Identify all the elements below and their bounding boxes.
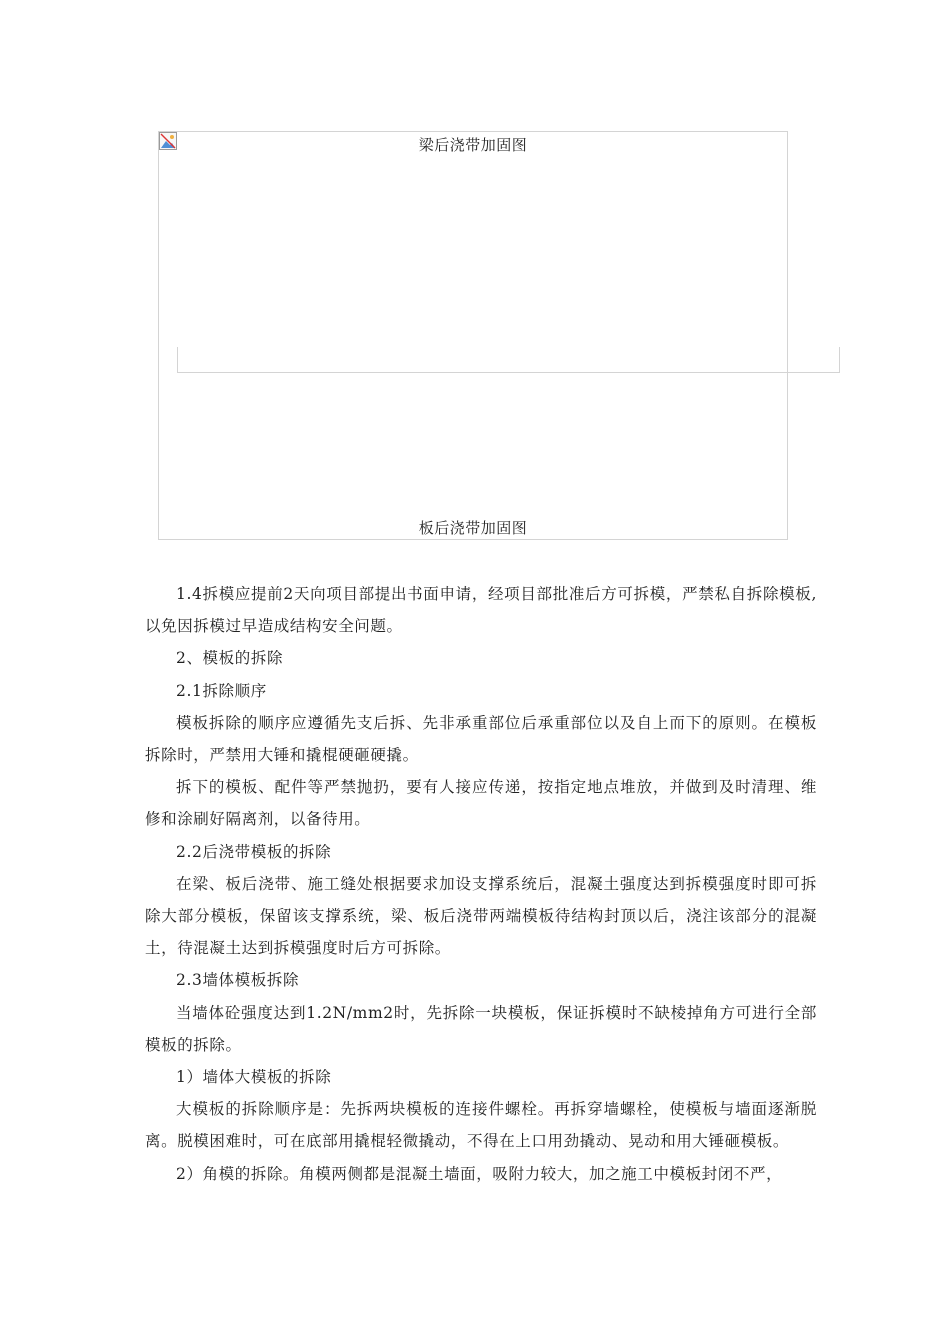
paragraph: 在梁、板后浇带、施工缝处根据要求加设支撑系统后，混凝土强度达到拆模强度时即可拆除大部分模板，保留该支撑系统，梁、板后浇带两端模板待结构封顶以后，浇注该部分的混凝土，待混凝土达到拆模强度时后方可拆除。 <box>145 874 817 958</box>
body-text <box>145 578 817 1190</box>
paragraph: 2）角模的拆除。角模两侧都是混凝土墙面，吸附力较大，加之施工中模板封闭不严， <box>176 1164 783 1183</box>
paragraph: 模板拆除的顺序应遵循先支后拆、先非承重部位后承重部位以及自上而下的原则。在模板拆除时，严禁用大锤和撬棍硬砸硬撬。 <box>145 713 817 765</box>
paragraph: 拆下的模板、配件等严禁抛扔，要有人接应传递，按指定地点堆放，并做到及时清理、维修和涂刷好隔离剂，以备待用。 <box>145 778 817 829</box>
subsection-heading: 2.3墙体模板拆除 <box>176 971 300 990</box>
figure-frame <box>158 131 788 540</box>
paragraph: 当墙体砼强度达到1.2N/mm2时，先拆除一块模板，保证拆模时不缺棱掉角方可进行全部模板的拆除。 <box>145 1003 817 1054</box>
figure-caption-bottom: 板后浇带加固图 <box>418 519 528 537</box>
paragraph: 1.4拆模应提前2天向项目部提出书面申请，经项目部批准后方可拆模，严禁私自拆除模板,以免因拆模过早造成结构安全问题。 <box>145 585 817 636</box>
section-heading: 2、模板的拆除 <box>176 649 284 668</box>
subsection-heading: 2.1拆除顺序 <box>176 681 267 700</box>
figure-caption-top: 梁后浇带加固图 <box>418 136 528 154</box>
paragraph: 大模板的拆除顺序是：先拆两块模板的连接件螺栓。再拆穿墙螺栓，使模板与墙面逐渐脱离。脱模困难时，可在底部用撬棍轻微撬动，不得在上口用劲撬动、晃动和用大锤砸模板。 <box>145 1100 817 1151</box>
figure-inner-frame <box>177 347 840 373</box>
subsection-heading: 2.2后浇带模板的拆除 <box>176 842 332 861</box>
list-heading: 1）墙体大模板的拆除 <box>176 1068 332 1087</box>
